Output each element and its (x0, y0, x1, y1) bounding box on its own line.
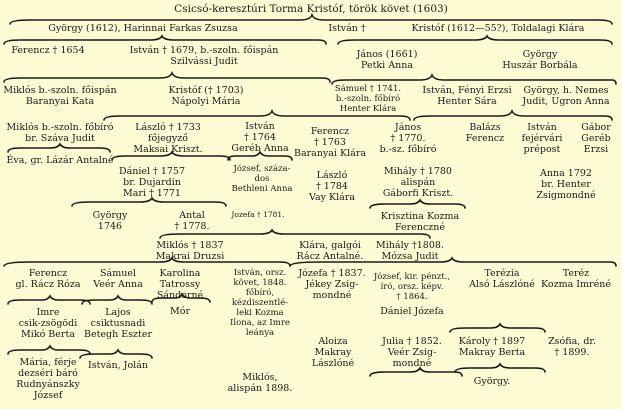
gen7-julia (382, 336, 442, 369)
gen7-julia-line: Julia † 1852. (382, 336, 442, 347)
gen6-istvan (230, 268, 290, 338)
gen7-lajos-line: Lajos (105, 307, 131, 318)
gen6-terez-line: Kozma Imréné (541, 279, 611, 290)
gen7-lajos (84, 307, 152, 340)
gen4-jozsef-line: Bethleni Anna (231, 184, 293, 194)
gen4-jozsef (232, 164, 293, 194)
gen7-julia-line: mondné (392, 358, 432, 369)
gen4-laszlo-line: főjegyző (148, 133, 188, 144)
gen6-istvan-line: kézdiszentlé- (231, 298, 289, 308)
gen6-istvan-line: Ilona, az Imre (230, 318, 290, 328)
gen7-imre-line: Imre (36, 307, 60, 318)
gen2-gyorgy-line: György (522, 49, 558, 60)
gen4-laszlo (133, 122, 202, 155)
gen7-imre-line: csik-zsögödi (18, 318, 78, 329)
gen5-klara (297, 240, 364, 262)
gen4-mihaly-line: alispán (400, 177, 436, 188)
gen4-miklos-line: br. Száva Judit (25, 133, 95, 144)
gen4-gyorgy (93, 210, 128, 232)
gen4-mihaly-line: Mihály † 1780 (384, 166, 452, 177)
gen4-gyorgy-line: György (92, 210, 128, 221)
gen1-gyorgy (48, 23, 237, 34)
gen4-jozsef-line: dos (254, 174, 270, 184)
gen4-antal (175, 210, 210, 232)
gen2-ferencz-line: Ferencz † 1654 (11, 45, 85, 56)
gen4-daniel-line: Mari † 1771 (123, 188, 181, 199)
gen7-lajos-line: Betegh Eszter (83, 329, 153, 340)
gen4-antal-line: † 1778. (174, 221, 210, 232)
gen6-jozefa (298, 268, 365, 301)
gen7-zsofia-line: † 1899. (554, 347, 590, 358)
gen4-istvan2-line: prépost (523, 144, 561, 155)
gen1-istvan-line: István † (328, 23, 366, 34)
gen4-istvan-line: † 1764 (244, 132, 276, 143)
gen7-karoly (459, 336, 525, 358)
gen4-janos-line: b.-sz. főbíró (379, 144, 437, 155)
gen6-terezia-line: Alsó Lászlóné (469, 279, 535, 290)
gen6-karolina-line: Sándorné (156, 290, 204, 301)
gen8-maria-line: dezséri báró (18, 368, 78, 379)
gen8-gyorgy (474, 376, 510, 387)
gen7-karoly-line: Károly † 1897 (458, 336, 526, 347)
gen4-jozsef-line: József, száza- (233, 164, 291, 174)
gen7-aloiza-line: Makray (314, 347, 352, 358)
gen3-gyorgy (522, 85, 609, 107)
gen5-mihaly-line: Mózsa Judit (381, 251, 439, 262)
gen4-ferencz-line: Ferencz (310, 126, 350, 137)
gen3-samuel (335, 84, 401, 114)
gen3-gyorgy-line: György, h. Nemes (523, 85, 609, 96)
gen4-anna (536, 168, 595, 201)
gen6-terezia-line: Terézia (484, 268, 520, 279)
gen4-istvan-line: Geréb Anna (231, 143, 289, 154)
gen4-janos-line: János (394, 122, 422, 133)
gen4-daniel-line: Dániel † 1757 (118, 166, 186, 177)
gen3-istvan (422, 85, 511, 107)
gen4-laszlo-line: László † 1733 (135, 122, 201, 133)
gen4-eva (6, 155, 113, 166)
gen6-jozefa-line: Jékey Zsig- (305, 279, 359, 290)
gen6-daniel-jozefa-line: Dániel Józefa (380, 306, 444, 317)
gen4-laszlo-line: Maksai Kriszt. (133, 144, 203, 155)
gen3-samuel-line: b.-szoln. főbíró (335, 94, 401, 104)
gen3-miklos-line: Miklós b.-szoln. főispán (3, 85, 117, 96)
gen7-miklos-line: Miklós, (242, 372, 278, 383)
gen6-samuel (93, 268, 143, 290)
gen3-gyorgy-line: Judit, Ugron Anna (522, 96, 610, 107)
gen6-ferencz-line: gl. Rácz Róza (15, 279, 81, 290)
gen5-miklos (156, 240, 225, 262)
gen6-istvan-line: leki Kozma (236, 308, 284, 318)
gen4-krisztina-line: Ferenczné (394, 222, 446, 233)
gen1-gyorgy-line: György (1612), Harinnai Farkas Zsuzsa (48, 23, 238, 34)
gen1-istvan (328, 23, 365, 34)
gen7-zsofia-line: Zsófia, dr. (548, 336, 596, 347)
gen2-ferencz (11, 45, 84, 56)
gen6-karolina-line: Karolina (159, 268, 201, 279)
gen6-daniel-jozefa (380, 306, 443, 317)
gen7-mor-line: Mór (170, 306, 190, 317)
gen4-laszlo2 (309, 170, 355, 203)
gen7-lajos-line: csiktusnadi (90, 318, 146, 329)
gen5-miklos-line: Miklós † 1837 (156, 240, 224, 251)
gen4-ferencz-line: Baranyai Klára (293, 148, 367, 159)
gen5-mihaly-line: Mihály †1808. (376, 240, 444, 251)
gen3-kristof-line: Kristóf († 1703) (168, 85, 244, 96)
gen2-istvan-line: Szilvássi Judit (170, 56, 238, 67)
gen5-klara-line: Klára, galgói (299, 240, 361, 251)
gen4-janos (380, 122, 437, 155)
gen6-terezia (469, 268, 535, 290)
title: Csicsó-keresztúri Torma Kristóf, török követ (1603) (174, 3, 448, 15)
gen6-terez-line: Teréz (562, 268, 590, 279)
gen4-laszlo2-line: † 1784 (316, 181, 348, 192)
gen8-maria-line: Rudnyánszky (16, 379, 80, 390)
gen2-istvan (130, 45, 279, 67)
gen6-istvan-line: követ, 1848. (233, 278, 287, 288)
gen4-anna-line: Zsigmondné (536, 190, 596, 201)
gen7-mor (170, 306, 190, 317)
gen8-maria-line: Mária, férje (19, 357, 77, 368)
gen2-istvan-line: István † 1679, b.-szoln. főispán (129, 45, 279, 56)
gen4-jozefa (231, 210, 284, 219)
gen4-gabor-line: Geréb (581, 133, 611, 144)
gen4-daniel (119, 166, 185, 199)
gen6-ferencz-line: Ferencz (28, 268, 68, 279)
gen1-kristof-line: Kristóf (1612—55?), Toldalagi Klára (411, 23, 585, 34)
gen3-miklos (3, 85, 116, 107)
gen7-imre (19, 307, 78, 340)
gen7-aloiza-line: Lászlóné (311, 358, 355, 369)
gen4-balazs-line: Balázs (469, 122, 501, 133)
gen6-karolina (157, 268, 203, 301)
gen4-miklos-line: Miklós b.-szoln. főbíró (6, 122, 114, 133)
gen7-aloiza-line: Aloiza (318, 336, 348, 347)
gen4-anna-line: Anna 1792 (540, 168, 592, 179)
gen4-balazs-line: Ferencz (465, 133, 505, 144)
gen2-janos (357, 49, 418, 71)
gen6-istvan-line: főbíró, (245, 288, 275, 298)
gen6-jozsef-line: † 1864. (396, 292, 428, 302)
gen7-aloiza (312, 336, 354, 369)
gen4-gabor (581, 122, 611, 155)
gen6-samuel-line: Veér Anna (93, 279, 143, 290)
gen3-miklos-line: Baranyai Kata (25, 96, 95, 107)
gen4-miklos (7, 122, 114, 144)
gen2-gyorgy (502, 49, 577, 71)
gen4-istvan (231, 121, 288, 154)
gen2-janos-line: Petki Anna (361, 60, 413, 71)
gen6-jozefa-line: Józefa † 1837. (298, 268, 366, 279)
gen1-kristof (412, 23, 585, 34)
gen3-kristof (169, 85, 244, 107)
gen4-krisztina (381, 211, 459, 233)
gen6-jozsef-line: író, orsz. képv. (380, 282, 444, 292)
gen4-gyorgy-line: 1746 (97, 221, 123, 232)
gen8-maria (16, 357, 80, 401)
gen7-miklos (228, 372, 293, 394)
gen4-mihaly (383, 166, 453, 199)
gen7-miklos-line: alispán 1898. (227, 383, 293, 394)
gen4-istvan2-line: István (527, 122, 557, 133)
gen5-mihaly (376, 240, 444, 262)
gen4-daniel-line: br. Dujardin (123, 177, 181, 188)
gen7-karoly-line: Makray Berta (458, 347, 526, 358)
gen2-janos-line: János (1661) (356, 49, 418, 60)
gen4-ferencz-line: † 1763 (314, 137, 346, 148)
gen3-istvan-line: Henter Sára (437, 96, 497, 107)
gen3-samuel-line: Henter Klára (339, 104, 397, 114)
gen4-istvan2-line: fejérvári (521, 133, 563, 144)
gen5-miklos-line: Makrai Druzsi (155, 251, 225, 262)
gen6-istvan-line: leánya (245, 328, 275, 338)
gen4-gabor-line: Erzsi (583, 144, 609, 155)
gen4-laszlo2-line: Vay Klára (308, 192, 356, 203)
gen5-klara-line: Rácz Antalné. (296, 251, 364, 262)
gen6-karolina-line: Tatrossy (159, 279, 201, 290)
gen8-istvan-jolan-line: István, Jolán (88, 360, 148, 371)
gen8-istvan-jolan (88, 360, 148, 371)
gen8-gyorgy-line: György. (473, 376, 511, 387)
gen7-zsofia (548, 336, 596, 358)
gen7-imre-line: Mikó Berta (21, 329, 75, 340)
gen6-samuel-line: Sámuel (100, 268, 136, 279)
gen3-kristof-line: Nápolyi Mária (171, 96, 241, 107)
gen3-istvan-line: István, Fényi Erzsi (422, 85, 512, 96)
gen7-julia-line: Veér Zsig- (387, 347, 437, 358)
gen4-antal-line: Antal (179, 210, 205, 221)
gen4-laszlo2-line: László (316, 170, 348, 181)
gen4-mihaly-line: Gáborfi Kriszt. (382, 188, 454, 199)
gen3-samuel-line: Sámuel † 1741. (334, 84, 402, 94)
gen4-gabor-line: Gábor (581, 122, 611, 133)
gen4-janos-line: † 1770. (390, 133, 426, 144)
gen8-maria-line: József (33, 390, 63, 401)
gen6-jozefa-line: mondné (312, 290, 352, 301)
gen4-istvan2 (522, 122, 563, 155)
gen6-ferencz (15, 268, 80, 290)
gen4-jozefa-line: Jozefa † 1781. (231, 210, 285, 219)
gen6-terez (541, 268, 611, 290)
gen4-anna-line: br. Henter (541, 179, 591, 190)
gen4-istvan-line: István (245, 121, 275, 132)
gen4-balazs (466, 122, 504, 144)
gen6-jozsef (374, 272, 450, 302)
gen4-eva-line: Éva, gr. Lázár Antalné (6, 155, 114, 166)
gen6-jozsef-line: József, kir. pénzt., (373, 272, 451, 282)
gen2-gyorgy-line: Huszár Borbála (502, 60, 578, 71)
gen4-ferencz (294, 126, 366, 159)
gen4-krisztina-line: Krisztina Kozma (380, 211, 460, 222)
gen6-istvan-line: István, orsz. (233, 268, 287, 278)
